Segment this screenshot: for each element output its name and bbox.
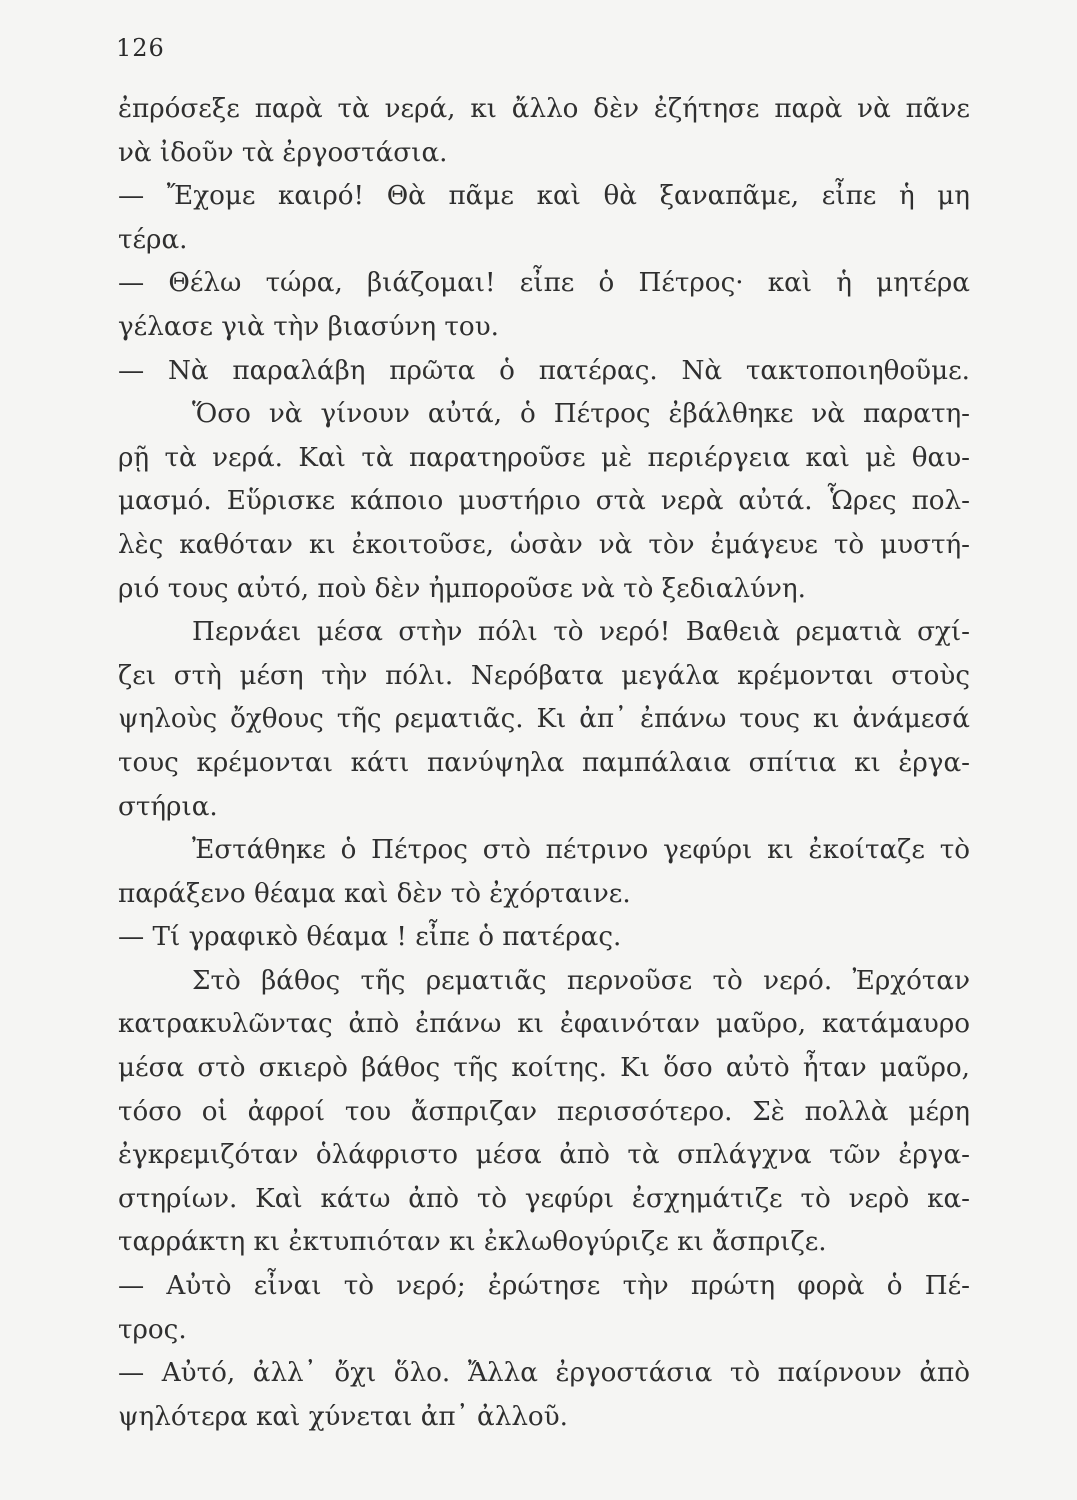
text-line: τόσο οἱ ἀφροί του ἄσπριζαν περισσότερο. Σὲ πολλὰ μέρη <box>118 1096 970 1127</box>
text-line: — Τί γραφικὸ θέαμα ! εἶπε ὁ πατέρας. <box>118 922 622 953</box>
text-line: γέλασε γιὰ τὴν βιασύνη του. <box>118 311 499 342</box>
text-line: τους κρέμονται κάτι πανύψηλα παμπάλαια σπίτια κι ἐργα- <box>118 747 970 778</box>
text-line: — Ἔχομε καιρό! Θὰ πᾶμε καὶ θὰ ξαναπᾶμε, εἶπε ἡ μη <box>118 181 970 212</box>
text-line: ψηλότερα καὶ χύνεται ἀπ᾽ ἀλλοῦ. <box>118 1401 568 1432</box>
text-line: — Θέλω τώρα, βιάζομαι! εἶπε ὁ Πέτρος· καὶ ἡ μητέρα <box>118 268 970 299</box>
text-line: Στὸ βάθος τῆς ρεματιᾶς περνοῦσε τὸ νερό. Ἐρχόταν <box>192 965 970 996</box>
text-line: στήρια. <box>118 791 218 822</box>
text-line: τρος. <box>118 1314 187 1345</box>
text-line: Περνάει μέσα στὴν πόλι τὸ νερό! Βαθειὰ ρεματιὰ σχί- <box>192 617 970 648</box>
text-line: — Νὰ παραλάβη πρῶτα ὁ πατέρας. Νὰ τακτοποιηθοῦμε. <box>118 355 970 386</box>
text-line: — Αὐτό, ἀλλ᾽ ὄχι ὅλο. Ἄλλα ἐργοστάσια τὸ παίρνουν ἀπὸ <box>118 1358 970 1389</box>
text-line: στηρίων. Καὶ κάτω ἀπὸ τὸ γεφύρι ἐσχημάτιζε τὸ νερὸ κα- <box>118 1183 970 1214</box>
page-number: 126 <box>116 34 165 62</box>
text-line: κατρακυλῶντας ἀπὸ ἐπάνω κι ἐφαινόταν μαῦρο, κατάμαυρο <box>118 1009 970 1040</box>
text-line: ἐγκρεμιζόταν ὁλάφριστο μέσα ἀπὸ τὰ σπλάγχνα τῶν ἐργα- <box>118 1140 970 1171</box>
text-line: ζει στὴ μέση τὴν πόλι. Νερόβατα μεγάλα κρέμονται στοὺς <box>118 660 970 691</box>
text-line: λὲς καθόταν κι ἐκοιτοῦσε, ὡσὰν νὰ τὸν ἐμάγευε τὸ μυστή- <box>118 529 970 560</box>
text-line: μασμό. Εὕρισκε κάποιο μυστήριο στὰ νερὰ αὐτά. Ὧρες πολ- <box>118 486 970 517</box>
text-line: ρῇ τὰ νερά. Καὶ τὰ παρατηροῦσε μὲ περιέργεια καὶ μὲ θαυ- <box>118 442 970 473</box>
text-line: ψηλοὺς ὄχθους τῆς ρεματιᾶς. Κι ἀπ᾽ ἐπάνω τους κι ἀνάμεσά <box>118 704 970 735</box>
text-line: ριό τους αὐτό, ποὺ δὲν ἠμποροῦσε νὰ τὸ ξεδιαλύνη. <box>118 573 806 604</box>
text-line: νὰ ἰδοῦν τὰ ἐργοστάσια. <box>118 137 448 168</box>
text-line: Ὅσο νὰ γίνουν αὐτά, ὁ Πέτρος ἐβάλθηκε νὰ παρατη- <box>192 399 970 430</box>
text-line: ἐπρόσεξε παρὰ τὰ νερά, κι ἄλλο δὲν ἐζήτησε παρὰ νὰ πᾶνε <box>118 94 970 124</box>
text-line: τέρα. <box>118 224 188 255</box>
text-line: Ἐστάθηκε ὁ Πέτρος στὸ πέτρινο γεφύρι κι ἐκοίταζε τὸ <box>192 835 970 866</box>
text-line: — Αὐτὸ εἶναι τὸ νερό; ἐρώτησε τὴν πρώτη φορὰ ὁ Πέ- <box>118 1271 970 1302</box>
text-line: μέσα στὸ σκιερὸ βάθος τῆς κοίτης. Κι ὅσο αὐτὸ ἦταν μαῦρο, <box>118 1053 970 1084</box>
text-line: ταρράκτη κι ἐκτυπιόταν κι ἐκλωθογύριζε κι ἄσπριζε. <box>118 1227 827 1258</box>
text-line: παράξενο θέαμα καὶ δὲν τὸ ἐχόρταινε. <box>118 878 631 909</box>
body-text <box>118 88 970 1439</box>
